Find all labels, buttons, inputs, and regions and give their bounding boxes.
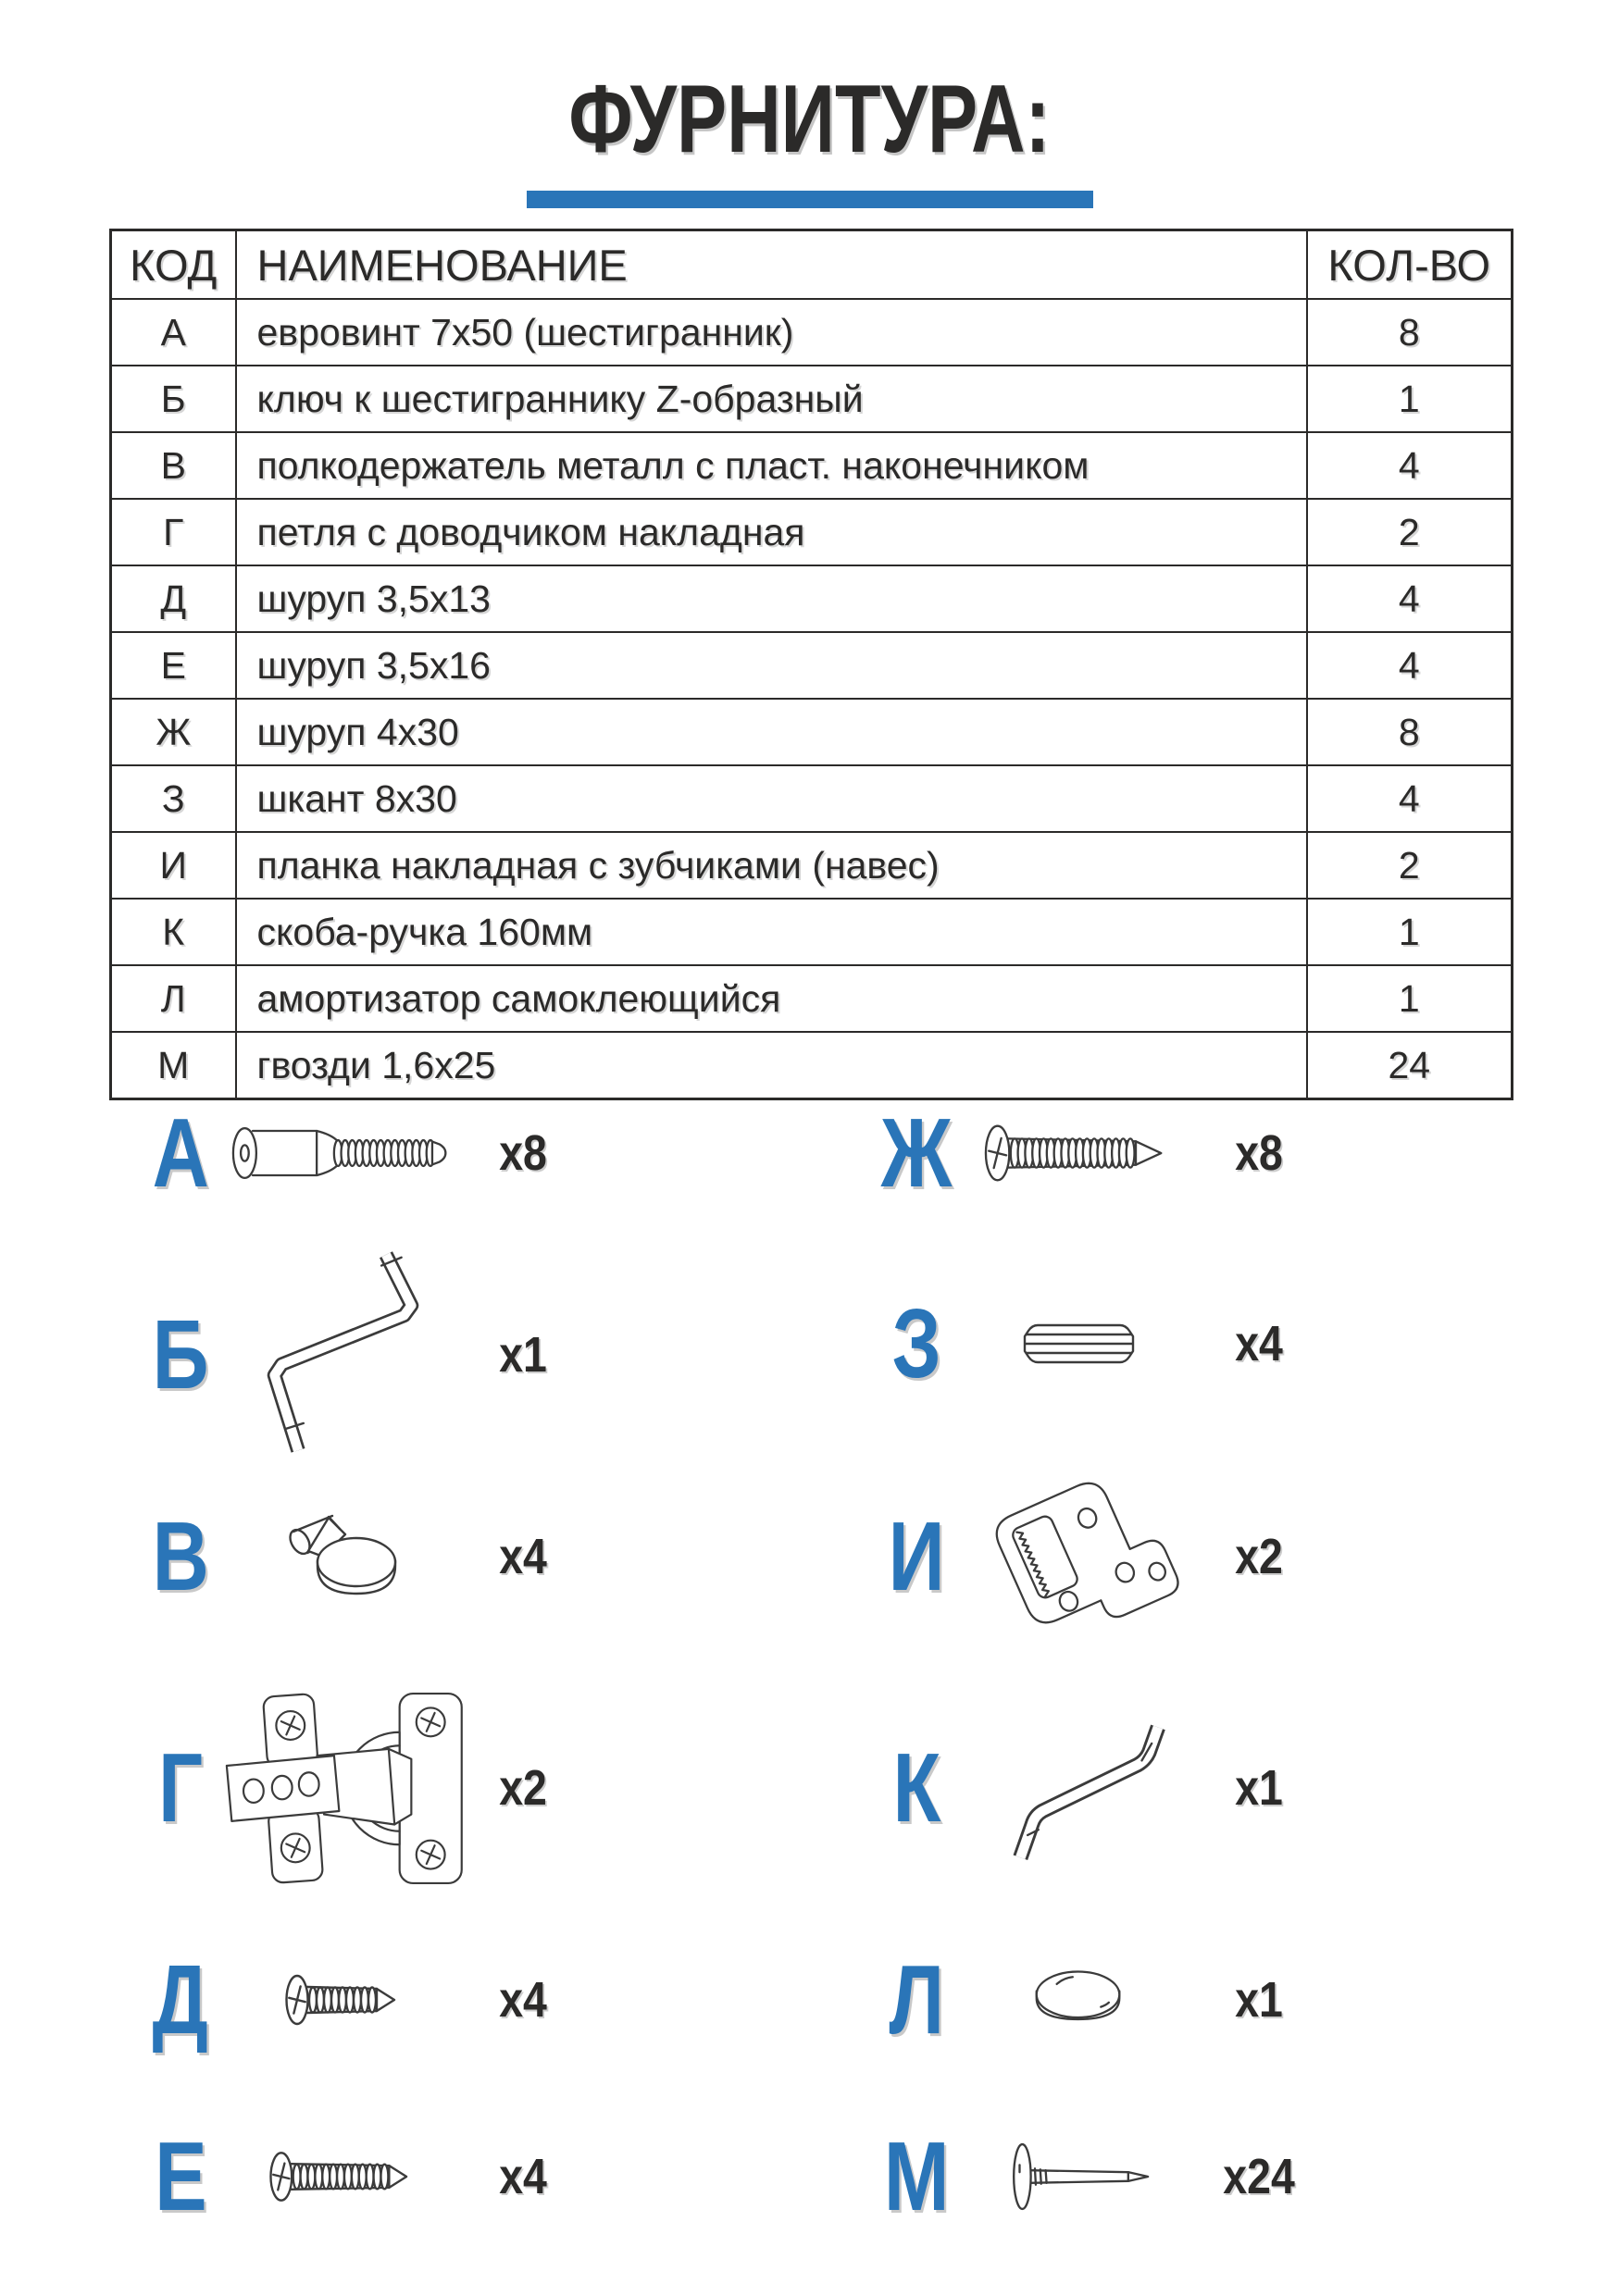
row-qty: 1 [1307,366,1513,432]
part-quantity: x1 [499,1326,547,1383]
row-code: Г [111,499,236,565]
part-quantity: x2 [1235,1529,1283,1584]
table-row [111,699,1513,765]
row-code: Б [111,366,236,432]
part-item [130,1671,592,1905]
col-header-qty: КОЛ-ВО [1307,230,1513,300]
row-name: гвозди 1,6х25 [236,1032,1307,1099]
row-name: скоба-ручка 160мм [236,899,1307,965]
table-row [111,765,1513,832]
table-row [111,965,1513,1032]
row-qty: 4 [1307,432,1513,499]
row-name: шуруп 3,5х13 [236,565,1307,632]
part-item [866,1671,1328,1905]
parts-column-right [866,1061,1328,2259]
part-quantity: x4 [499,1971,547,2028]
part-code-letter: Г [157,1733,204,1843]
row-qty: 4 [1307,632,1513,699]
row-code: В [111,432,236,499]
part-item [866,1905,1328,2094]
part-item [866,2094,1328,2259]
row-name: полкодержатель металл с пласт. наконечником [236,432,1307,499]
row-qty: 4 [1307,565,1513,632]
part-code-letter: Д [152,1944,209,2054]
title-underline-bar [527,191,1093,208]
row-code: Е [111,632,236,699]
table-row [111,366,1513,432]
col-header-name: НАИМЕНОВАНИЕ [236,230,1307,300]
shelf-support-icon [280,1508,405,1606]
part-code-letter: К [892,1733,940,1843]
table-row [111,899,1513,965]
part-quantity: x4 [499,1529,547,1584]
screw-long-icon [984,1122,1174,1185]
nail-icon [1004,2141,1152,2213]
row-qty: 24 [1307,1032,1513,1099]
part-quantity: x1 [1235,1760,1283,1816]
part-quantity: x24 [1223,2149,1295,2204]
page-title [0,65,1619,175]
row-code: Ж [111,699,236,765]
part-quantity: x8 [1235,1125,1283,1181]
hinge-icon [217,1680,468,1897]
screw-short-icon [285,1973,401,2027]
row-name: шкант 8х30 [236,765,1307,832]
hanging-plate-icon [984,1471,1174,1643]
part-code-letter: В [152,1502,209,1611]
row-name: шуруп 3,5х16 [236,632,1307,699]
row-qty: 8 [1307,699,1513,765]
row-qty: 2 [1307,832,1513,899]
part-code-letter: А [152,1098,209,1208]
part-quantity: x1 [1235,1971,1283,2028]
part-item [130,1905,592,2094]
row-code: З [111,765,236,832]
table-row [111,632,1513,699]
hex-key-icon [255,1246,430,1463]
row-name: евровинт 7х50 (шестигранник) [236,299,1307,366]
row-qty: 1 [1307,899,1513,965]
part-item [866,1061,1328,1246]
part-code-letter: Ж [880,1098,953,1208]
row-code: К [111,899,236,965]
parts-illustrations [130,1061,1328,2259]
part-code-letter: Л [889,1944,944,2054]
part-item [130,1061,592,1246]
row-code: И [111,832,236,899]
row-code: М [111,1032,236,1099]
table-header-row [111,230,1513,300]
handle-icon [984,1709,1174,1867]
part-code-letter: З [891,1289,941,1398]
screw-medium-icon [269,2150,416,2203]
part-code-letter: И [888,1502,945,1611]
row-name: петля с доводчиком накладная [236,499,1307,565]
part-item [130,1246,592,1442]
row-code: А [111,299,236,366]
part-code-letter: М [883,2122,950,2231]
part-item [866,1442,1328,1671]
dowel-icon [1021,1321,1137,1367]
hardware-table [109,229,1513,1100]
parts-column-left [130,1061,592,2259]
part-quantity: x4 [1235,1316,1283,1371]
col-header-code: КОД [111,230,236,300]
table-row [111,832,1513,899]
row-name: амортизатор самоклеющийся [236,965,1307,1032]
page-title-text: ФУРНИТУРА: [568,66,1051,173]
part-item [866,1246,1328,1442]
part-quantity: x4 [499,2149,547,2204]
table-row [111,299,1513,366]
part-code-letter: Б [152,1299,209,1409]
damper-icon [1032,1964,1125,2036]
part-item [130,1442,592,1671]
part-quantity: x8 [499,1125,547,1181]
euro-screw-icon [231,1124,454,1182]
row-code: Л [111,965,236,1032]
row-name: ключ к шестиграннику Z-образный [236,366,1307,432]
row-qty: 8 [1307,299,1513,366]
table-row [111,499,1513,565]
row-qty: 1 [1307,965,1513,1032]
row-name: планка накладная с зубчиками (навес) [236,832,1307,899]
row-qty: 4 [1307,765,1513,832]
row-qty: 2 [1307,499,1513,565]
table-row [111,432,1513,499]
row-code: Д [111,565,236,632]
part-code-letter: Е [154,2122,207,2231]
part-quantity: x2 [499,1760,547,1816]
table-row [111,565,1513,632]
row-name: шуруп 4х30 [236,699,1307,765]
part-item [130,2094,592,2259]
